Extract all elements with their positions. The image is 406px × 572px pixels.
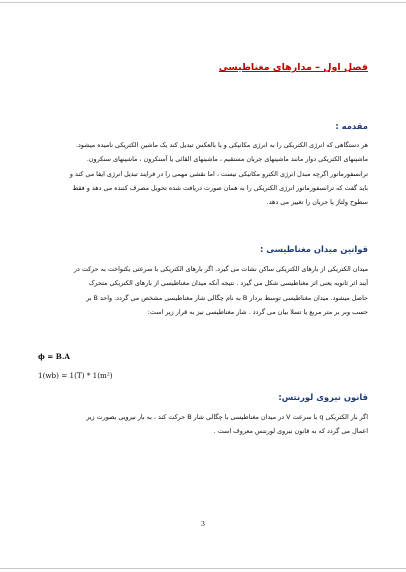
lorentz-heading: قانون نیروی لورنتس: (278, 392, 368, 402)
intro-heading: مقدمه : (335, 121, 368, 131)
intro-paragraph (34, 138, 368, 209)
intro-line: باید گفت که ترانسفورماتور انرژی الکتریکی را به همان صورت دریافت شده تحویل مصرف کننده می دهد و فقط (72, 183, 368, 192)
intro-line: هر دستگاهی که انرژی الکتریکی را به انرژی مکانیکی و یا بالعکس تبدیل کند یک ماشین الکتریکی نامیده میشود. (75, 141, 368, 149)
lorentz-paragraph (34, 410, 368, 439)
unit-formula: 1(wb) = 1(T) * 1(m²) (38, 371, 113, 380)
lorentz-line: اگر بار الکتریکی q با سرعت V در میدان مغناطیسی با چگالی شار B حرکت کند ، به بار نیرویی بصورت زیر (86, 413, 368, 421)
top-border (0, 2, 406, 3)
page-number: 3 (200, 520, 206, 528)
flux-formula: ϕ = B.A (38, 352, 70, 361)
intro-line: ماشینهای الکتریکی دوار مانند ماشینهای جریان مستقیم ، ماشینهای القائی یا آسنکرون ، ماشینهای سنکرون. (86, 155, 368, 164)
magnetic-field-heading: قوانین میدان مغناطیسی : (259, 244, 368, 254)
bottom-border (0, 568, 406, 569)
magnetic-field-line: آیند اثر ثانویه یعنی اثر مغناطیسی شکل می گیرد . نتیجه آنکه میدان مغناطیسی از بارهای الکتریکی متحرک (88, 279, 368, 288)
intro-line: سطوح ولتاژ یا جریان را تغییر می دهد. (266, 198, 368, 207)
intro-line: ترانسفورماتور اگرچه مبدل انرژی الکترو مکانیکی نیست ، اما نقشی مهمی را در فرایند تبدیل انرژی ایفا می کند و (69, 169, 368, 178)
magnetic-field-line: حسب وبر بر متر مربع یا تسلا بیان می گردد . شار مغناطیسی نیز به قرار زیر است: (147, 307, 368, 316)
lorentz-line: اعمال می گردد که به قانون نیروی لورنتس معروف است . (213, 427, 368, 436)
magnetic-field-paragraph (34, 262, 368, 319)
chapter-title: فصل اول – مدارهای مغناطیسی (218, 62, 368, 73)
magnetic-field-line: میدان الکتریکی از بارهای الکتریکی ساکن نشات می گیرد. اگر بارهای الکتریکی با سرعتی یکنواخت به حرکت در (73, 265, 368, 273)
magnetic-field-line: حاصل میشود. میدان مغناطیسی توسط بردار B به نام چگالی شار مغناطیسی مشخص می گردد. واحد B بر (86, 293, 368, 302)
